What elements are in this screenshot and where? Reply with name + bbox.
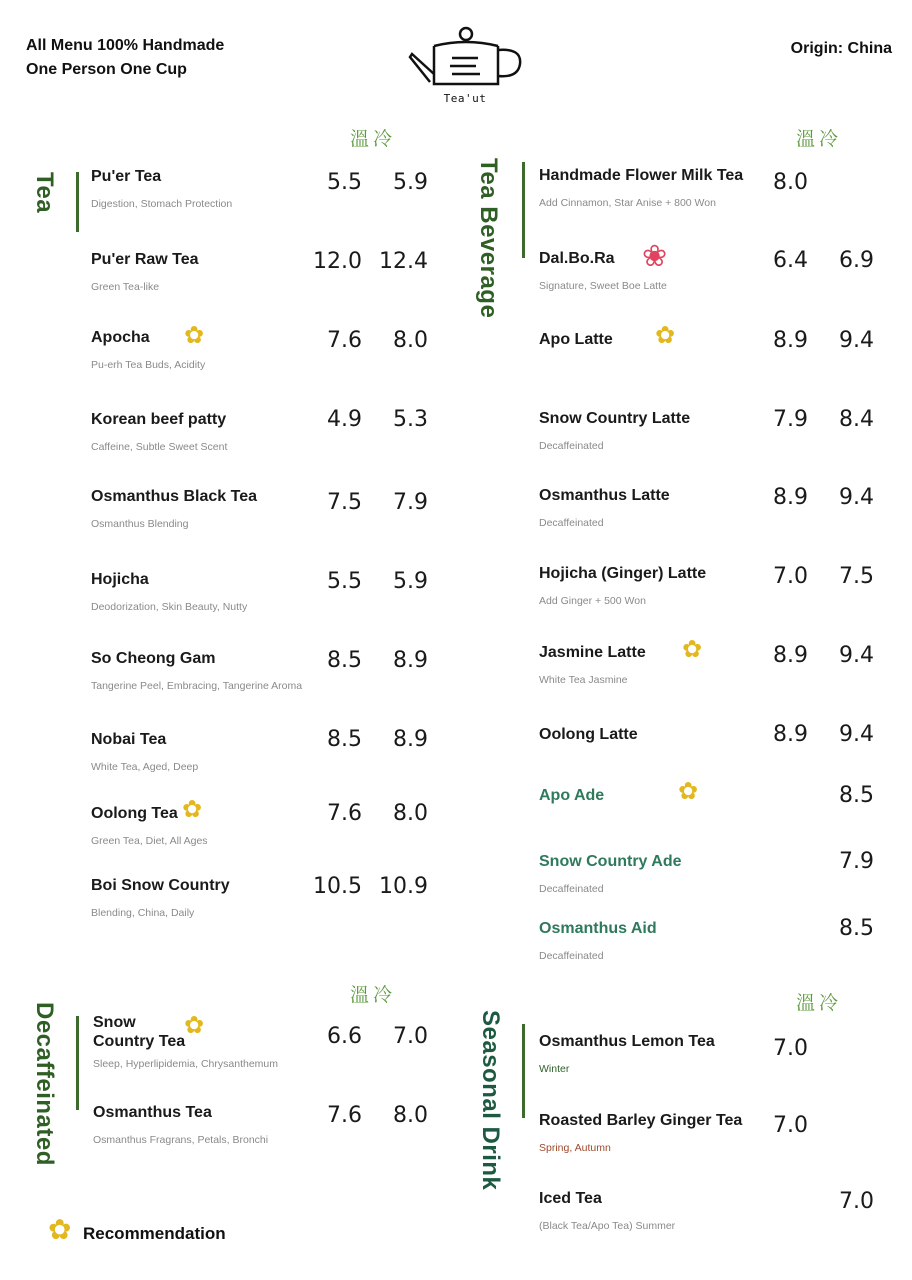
item-name: Osmanthus Lemon Tea [539, 1033, 715, 1050]
item-name: Iced Tea [539, 1190, 602, 1207]
item-name: Snow Country Ade [539, 853, 682, 870]
item-name: Hojicha (Ginger) Latte [539, 565, 707, 582]
item-name: Handmade Flower Milk Tea [539, 167, 744, 184]
item-desc: White Tea, Aged, Deep [91, 761, 199, 773]
chrysanthemum-icon: ✿ [182, 796, 203, 823]
section-title-tea: Tea [31, 172, 58, 214]
header-tagline [26, 34, 224, 82]
hot-label: 溫 [350, 984, 374, 1006]
price-cold: 7.0 [839, 1189, 874, 1214]
price-hot: 7.6 [327, 328, 362, 353]
section-divider-tea-beverage [522, 162, 525, 258]
item-name: Apocha [91, 329, 150, 346]
section-title-decaffeinated: Decaffeinated [31, 1002, 58, 1166]
item-desc: Spring, Autumn [539, 1142, 611, 1154]
price-hot: 6.4 [773, 248, 808, 273]
section-title-seasonal: Seasonal Drink [477, 1010, 504, 1191]
price-cold: 12.4 [379, 249, 428, 274]
price-cold: 9.4 [839, 643, 874, 668]
temp-header-beverage [796, 124, 842, 151]
price-cold: 8.0 [393, 1103, 428, 1128]
item-name: Pu'er Tea [91, 168, 162, 185]
price-hot: 5.5 [327, 569, 362, 594]
item-name: Oolong Latte [539, 726, 638, 743]
item-name-line-2: Country Tea [93, 1033, 186, 1050]
item-name: Osmanthus Latte [539, 487, 670, 504]
item-name: Osmanthus Aid [539, 920, 657, 937]
chrysanthemum-icon: ✿ [678, 778, 699, 805]
price-hot: 8.9 [773, 643, 808, 668]
item-desc: White Tea Jasmine [539, 674, 628, 686]
teapot-icon [404, 24, 526, 94]
chrysanthemum-icon: ✿ [682, 636, 703, 663]
header-line-1: All Menu 100% Handmade [26, 37, 225, 54]
price-cold: 10.9 [379, 874, 428, 899]
item-name-line-1: Snow [93, 1014, 136, 1031]
price-cold: 8.0 [393, 801, 428, 826]
price-cold: 7.5 [839, 564, 874, 589]
logo-wordmark: Tea'ut [443, 92, 487, 105]
chrysanthemum-icon: ✿ [655, 322, 676, 349]
item-desc: Green Tea, Diet, All Ages [91, 835, 208, 847]
section-divider-decaffeinated [76, 1016, 79, 1110]
cold-label: 冷 [819, 992, 843, 1014]
price-cold: 8.9 [393, 648, 428, 673]
temp-header-tea [350, 124, 396, 151]
section-title-tea-beverage: Tea Beverage [475, 158, 502, 319]
item-name: Oolong Tea [91, 805, 178, 822]
price-hot: 8.0 [773, 170, 808, 195]
price-hot: 12.0 [313, 249, 362, 274]
section-divider-seasonal [522, 1024, 525, 1118]
item-name: Apo Ade [539, 787, 605, 804]
hot-label: 溫 [796, 992, 820, 1014]
item-name: Osmanthus Tea [93, 1104, 212, 1121]
origin-label: Origin: China [790, 40, 892, 57]
price-hot: 7.0 [773, 1113, 808, 1138]
temp-header-seasonal [796, 988, 842, 1015]
temp-header-decaf [350, 980, 396, 1007]
hot-label: 溫 [796, 128, 820, 150]
price-hot: 7.6 [327, 801, 362, 826]
item-desc: (Black Tea/Apo Tea) Summer [539, 1220, 676, 1232]
price-hot: 7.0 [773, 564, 808, 589]
item-name: Snow Country Latte [539, 410, 691, 427]
price-hot: 7.9 [773, 407, 808, 432]
item-desc: Deodorization, Skin Beauty, Nutty [91, 601, 248, 613]
hot-label: 溫 [350, 128, 374, 150]
item-desc: Decaffeinated [539, 883, 604, 895]
item-desc: Green Tea-like [91, 281, 160, 293]
item-name: Apo Latte [539, 331, 613, 348]
price-cold: 9.4 [839, 722, 874, 747]
price-hot: 6.6 [327, 1024, 362, 1049]
price-cold: 8.4 [839, 407, 874, 432]
price-cold: 7.9 [393, 490, 428, 515]
item-desc: Caffeine, Subtle Sweet Scent [91, 441, 228, 453]
item-desc: Blending, China, Daily [91, 907, 195, 919]
price-hot: 7.6 [327, 1103, 362, 1128]
price-hot: 8.9 [773, 328, 808, 353]
item-name: Nobai Tea [91, 731, 167, 748]
price-cold: 8.5 [839, 783, 874, 808]
price-hot: 8.9 [773, 485, 808, 510]
item-name: Osmanthus Black Tea [91, 488, 257, 505]
price-hot: 4.9 [327, 407, 362, 432]
pink-flower-icon: ❀ [642, 240, 668, 273]
cold-label: 冷 [373, 984, 397, 1006]
item-desc: Digestion, Stomach Protection [91, 198, 233, 210]
price-cold: 5.9 [393, 569, 428, 594]
price-cold: 5.3 [393, 407, 428, 432]
price-hot: 8.9 [773, 722, 808, 747]
header-line-2: One Person One Cup [26, 61, 187, 78]
item-desc: Add Ginger + 500 Won [539, 595, 646, 607]
item-desc: Decaffeinated [539, 950, 604, 962]
item-name: Korean beef patty [91, 411, 227, 428]
item-desc: Add Cinnamon, Star Anise + 800 Won [539, 197, 716, 209]
cold-label: 冷 [819, 128, 843, 150]
item-desc: Winter [539, 1063, 570, 1075]
item-name: Boi Snow Country [91, 877, 230, 894]
price-hot: 10.5 [313, 874, 362, 899]
item-desc: Pu-erh Tea Buds, Acidity [91, 359, 206, 371]
price-cold: 8.0 [393, 328, 428, 353]
item-name: Hojicha [91, 571, 149, 588]
price-cold: 7.9 [839, 849, 874, 874]
price-cold: 9.4 [839, 328, 874, 353]
item-desc: Decaffeinated [539, 440, 604, 452]
chrysanthemum-icon: ✿ [184, 1012, 205, 1039]
price-cold: 8.5 [839, 916, 874, 941]
price-hot: 7.5 [327, 490, 362, 515]
item-name: Jasmine Latte [539, 644, 646, 661]
item-desc: Sleep, Hyperlipidemia, Chrysanthemum [93, 1058, 278, 1070]
item-name: Roasted Barley Ginger Tea [539, 1112, 743, 1129]
price-cold: 6.9 [839, 248, 874, 273]
item-name: Pu'er Raw Tea [91, 251, 199, 268]
item-name: Dal.Bo.Ra [539, 250, 615, 267]
item-desc: Signature, Sweet Boe Latte [539, 280, 667, 292]
chrysanthemum-icon: ✿ [48, 1214, 72, 1245]
chrysanthemum-icon: ✿ [184, 322, 205, 349]
price-hot: 8.5 [327, 727, 362, 752]
cold-label: 冷 [373, 128, 397, 150]
teapot-logo [404, 24, 526, 110]
item-desc: Decaffeinated [539, 517, 604, 529]
price-hot: 8.5 [327, 648, 362, 673]
price-cold: 7.0 [393, 1024, 428, 1049]
price-cold: 8.9 [393, 727, 428, 752]
price-cold: 5.9 [393, 170, 428, 195]
price-cold: 9.4 [839, 485, 874, 510]
price-hot: 5.5 [327, 170, 362, 195]
item-desc: Tangerine Peel, Embracing, Tangerine Aroma [91, 680, 303, 692]
item-desc: Osmanthus Fragrans, Petals, Bronchi [93, 1134, 269, 1146]
legend-label: Recommendation [83, 1224, 226, 1243]
item-name: So Cheong Gam [91, 650, 216, 667]
section-divider-tea [76, 172, 79, 232]
item-desc: Osmanthus Blending [91, 518, 189, 530]
price-hot: 7.0 [773, 1036, 808, 1061]
